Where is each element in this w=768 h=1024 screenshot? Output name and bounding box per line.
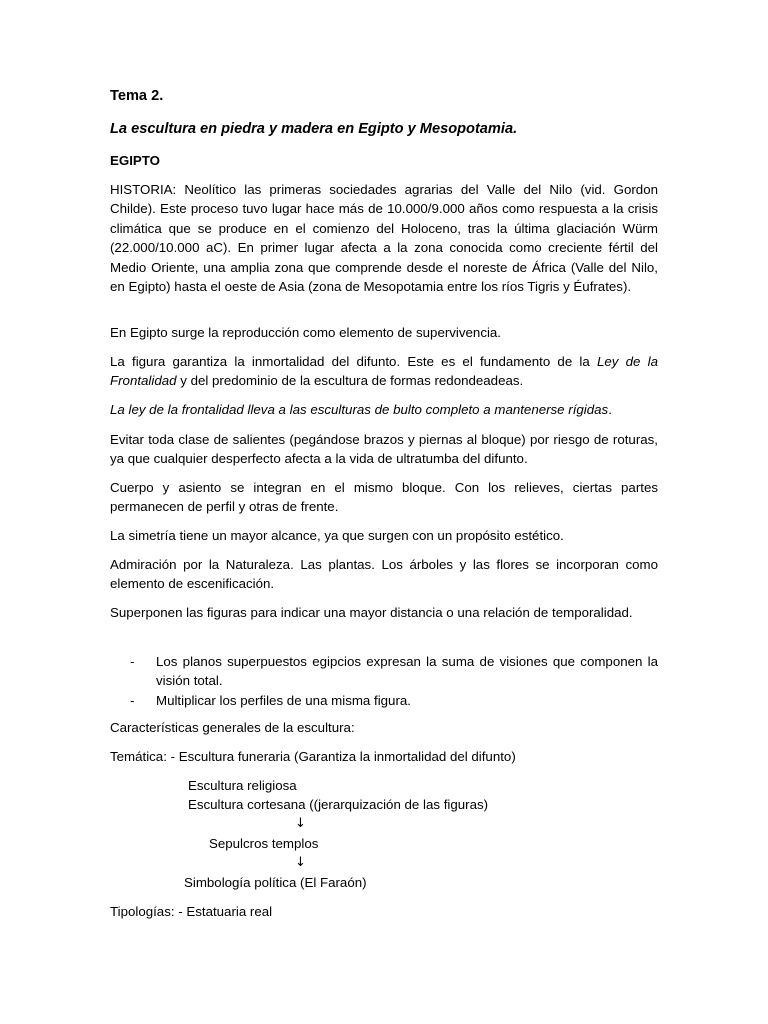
simbologia-politica: Simbología política (El Faraón) (184, 875, 367, 890)
list-item (110, 652, 658, 691)
paragraph-figura-emphasis: Ley de la Frontalidad (110, 354, 658, 389)
list-item-text: Multiplicar los perfiles de una misma figura. (156, 692, 411, 708)
paragraph-admiracion: Admiración por la Naturaleza. Las plantas. Los árboles y las flores se incorporan como elemento de escenificación. (110, 557, 658, 592)
paragraph-evitar: Evitar toda clase de salientes (pegándose brazos y piernas al bloque) por riesgo de roturas, ya que cualquier desperfecto afecta a la vida de ultratumba del difunto. (110, 432, 658, 467)
down-arrow-icon: ↓ (295, 816, 306, 831)
list-marker: - (130, 692, 135, 708)
paragraph-superponen: Superponen las figuras para indicar una mayor distancia o una relación de temporalidad. (110, 605, 633, 620)
paragraph-ley (110, 400, 612, 419)
escultura-religiosa: Escultura religiosa (188, 778, 297, 793)
paragraph-ley-text: La ley de la frontalidad lleva a las esculturas de bulto completo a mantenerse rígidas (110, 402, 609, 417)
section-heading: EGIPTO (110, 153, 160, 168)
caracteristicas-heading: Características generales de la escultura: (110, 720, 355, 735)
paragraph-historia: HISTORIA: Neolítico las primeras sociedades agrarias del Valle del Nilo (vid. Gordon Childe). Este proceso tuvo lugar hace más de 10.000/9.000 años como respuesta a la crisis climática que se produce en el comienzo del Holoceno, tras la última glaciación Würm (22.000/10.000 aC). En primer lugar afecta a la zona conocida como creciente fértil del Medio Oriente, una amplia zona que comprende desde el noreste de África (Valle del Nilo, en Egipto) hasta el oeste de Asia (zona de Mesopotamia entre los ríos Tigris y Éufrates). (110, 182, 658, 295)
dash-list (110, 652, 658, 710)
paragraph-figura-text-c: y del predominio de la escultura de formas redondeadeas. (180, 373, 524, 389)
paragraph-simetria: La simetría tiene un mayor alcance, ya que surgen con un propósito estético. (110, 528, 564, 543)
escultura-cortesana: Escultura cortesana ((jerarquización de las figuras) (188, 797, 489, 812)
tipologias-line: Tipologías: - Estatuaria real (110, 904, 273, 919)
down-arrow-icon: ↓ (295, 855, 306, 870)
list-marker: - (130, 654, 135, 669)
paragraph-figura-text-a: La figura garantiza la inmortalidad del difunto. Este es el fundamento de la (110, 354, 590, 369)
paragraph-ley-period: . (608, 402, 612, 417)
list-item-text: Los planos superpuestos egipcios expresan la suma de visiones que componen la visión total. (156, 654, 658, 689)
paragraph-figura (110, 352, 658, 391)
sepulcros-templos: Sepulcros templos (209, 836, 319, 851)
page-title: Tema 2. (110, 88, 164, 104)
list-item (110, 691, 658, 710)
paragraph-reproduccion: En Egipto surge la reproducción como elemento de supervivencia. (110, 325, 502, 340)
paragraph-cuerpo: Cuerpo y asiento se integran en el mismo bloque. Con los relieves, ciertas partes permanecen de perfil y otras de frente. (110, 480, 658, 515)
page-subtitle: La escultura en piedra y madera en Egipto y Mesopotamia. (110, 121, 518, 137)
tematica-line: Temática: - Escultura funeraria (Garantiza la inmortalidad del difunto) (110, 749, 516, 764)
